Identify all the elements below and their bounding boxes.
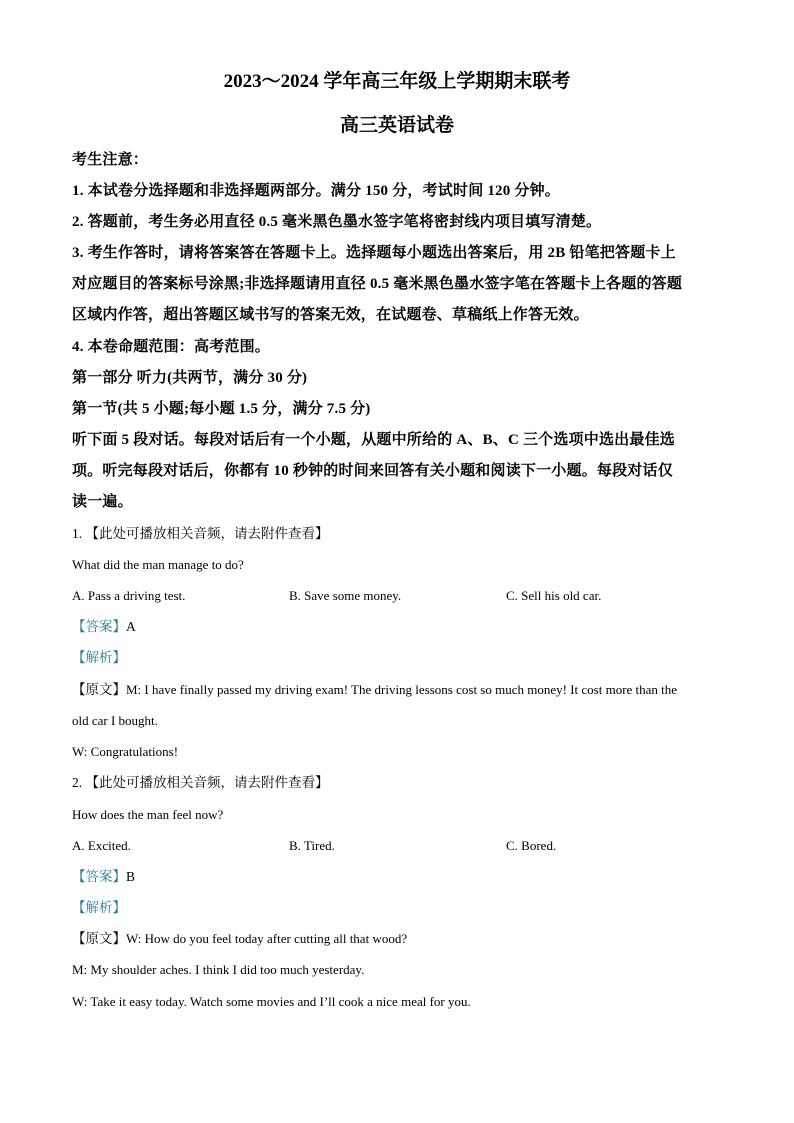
answer-value: B [126,869,136,884]
page-title: 2023～2024 学年高三年级上学期期末联考 [223,71,571,92]
answer-tag: 【答案】 [72,869,126,884]
transcript-tag: 【原文】 [72,682,126,697]
answer-value: A [126,619,136,634]
transcript-line [72,929,407,949]
analysis-tag: 【解析】 [72,900,126,915]
notice-item: 区域内作答，超出答题区域书写的答案无效，在试题卷、草稿纸上作答无效。 [72,307,589,323]
question-number: 2. [72,775,83,790]
question-text: How does the man feel now? [72,807,224,822]
analysis-tag: 【解析】 [72,650,126,665]
transcript-text: W: How do you feel today after cutting all that wood? [126,931,408,946]
section-subpart-heading: 第一节(共 5 小题;每小题 1.5 分，满分 7.5 分) [72,401,371,417]
transcript-text: W: Congratulations! [72,744,179,759]
question-text: What did the man manage to do? [72,557,244,572]
transcript-text: M: I have finally passed my driving exam! The driving lessons cost so much money! It cost more than the [126,682,678,697]
notice-item: 2. 答题前，考生务必用直径 0.5 毫米黑色墨水签字笔将密封线内项目填写清楚。 [72,214,602,230]
option-c: C. Bored. [506,838,557,853]
answer-line [72,617,136,637]
transcript-text: old car I bought. [72,713,158,728]
section-instructions: 读一遍。 [72,494,133,510]
question-header [72,773,329,793]
answer-line [72,867,135,887]
notice-item: 1. 本试卷分选择题和非选择题两部分。满分 150 分，考试时间 120 分钟。 [72,183,561,199]
transcript-text: M: My shoulder aches. I think I did too much yesterday. [72,962,365,977]
question-header [72,524,329,544]
option-c: C. Sell his old car. [506,588,602,603]
option-a: A. Excited. [72,838,131,853]
option-a: A. Pass a driving test. [72,588,186,603]
transcript-tag: 【原文】 [72,931,126,946]
notice-item: 对应题目的答案标号涂黑;非选择题请用直径 0.5 毫米黑色墨水签字笔在答题卡上各题的答题 [72,276,683,292]
section-instructions: 听下面 5 段对话。每段对话后有一个小题，从题中所给的 A、B、C 三个选项中选出最佳选 [72,432,675,448]
option-b: B. Save some money. [289,588,402,603]
answer-tag: 【答案】 [72,619,126,634]
question-number: 1. [72,526,83,541]
transcript-line [72,680,677,700]
audio-attachment-link[interactable]: 【此处可播放相关音频，请去附件查看】 [85,526,329,541]
section-part-heading: 第一部分 听力(共两节，满分 30 分) [72,370,308,386]
transcript-text: W: Take it easy today. Watch some movies and I’ll cook a nice meal for you. [72,994,471,1009]
option-b: B. Tired. [289,838,335,853]
notice-item: 4. 本卷命题范围：高考范围。 [72,339,271,355]
audio-attachment-link[interactable]: 【此处可播放相关音频，请去附件查看】 [85,775,329,790]
page-subtitle: 高三英语试卷 [339,115,454,136]
notice-heading: 考生注意： [72,152,149,168]
section-instructions: 项。听完每段对话后，你都有 10 秒钟的时间来回答有关小题和阅读下一小题。每段对话仅 [72,463,673,479]
notice-item: 3. 考生作答时，请将答案答在答题卡上。选择题每小题选出答案后，用 2B 铅笔把答题卡上 [72,245,676,261]
